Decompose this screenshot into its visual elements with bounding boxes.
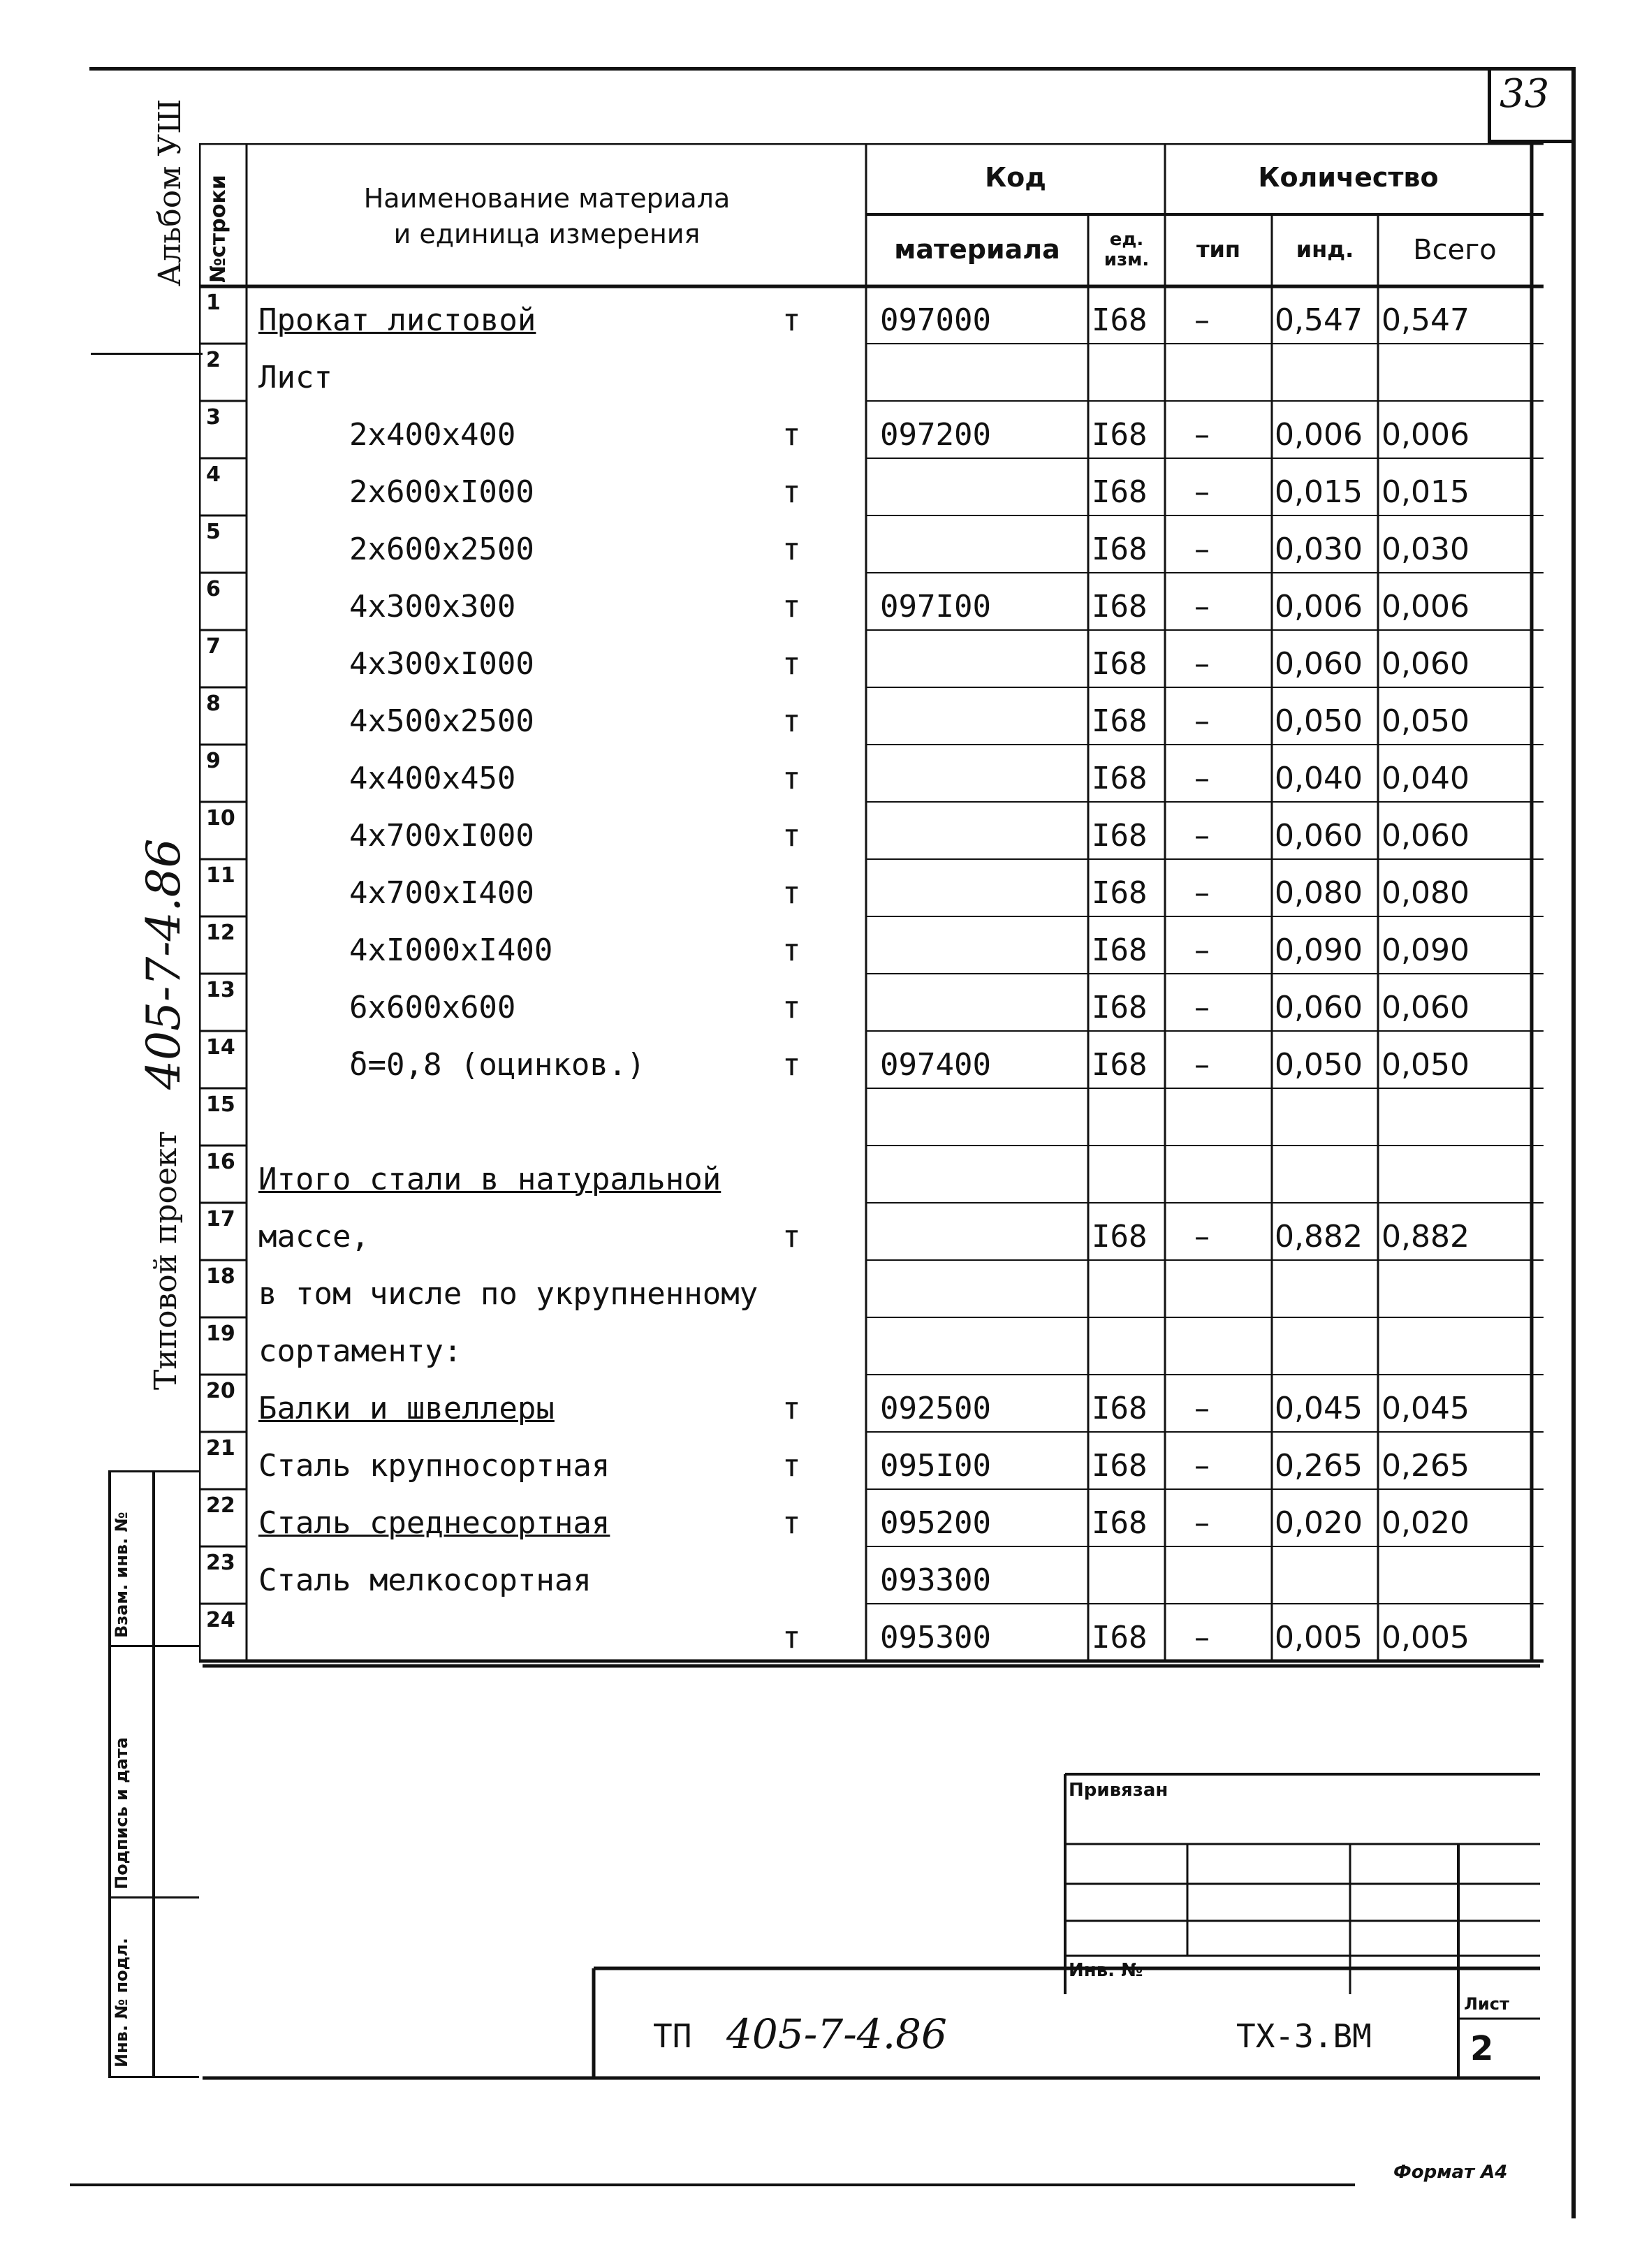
cell-name: Сталь крупносортная: [258, 1448, 610, 1484]
cell-um: I68: [1092, 703, 1148, 739]
cell-ind: 0,005: [1275, 1620, 1363, 1655]
header-type: тип: [1196, 235, 1241, 263]
cell-type: –: [1194, 875, 1210, 911]
cell-unit: т: [782, 1448, 801, 1484]
cell-ind: 0,050: [1275, 703, 1363, 739]
row-number: 1: [206, 291, 221, 315]
frame-top-line: [89, 67, 1574, 71]
cell-um: I68: [1092, 532, 1148, 567]
cell-unit: т: [782, 761, 801, 796]
cell-type: –: [1194, 761, 1210, 796]
cell-total: 0,080: [1382, 875, 1470, 911]
cell-name: в том числе по укрупненному: [258, 1276, 758, 1312]
header-unit: ед. изм.: [1104, 228, 1150, 270]
cell-name: δ=0,8 (оцинков.): [349, 1047, 645, 1083]
cell-total: 0,020: [1382, 1505, 1470, 1541]
album-label: Альбом УШ: [152, 98, 188, 286]
row-number: 23: [206, 1551, 235, 1575]
cell-total: 0,006: [1382, 417, 1470, 453]
inv-podl-label: Инв. № подл.: [112, 1938, 131, 2068]
row-number: 13: [206, 978, 235, 1002]
row-number: 10: [206, 806, 235, 831]
row-number: 7: [206, 634, 221, 659]
cell-unit: т: [782, 990, 801, 1025]
cell-type: –: [1194, 818, 1210, 854]
cell-type: –: [1194, 1219, 1210, 1254]
cell-total: 0,005: [1382, 1620, 1470, 1655]
table-gridlines: [199, 143, 1544, 1666]
stamp-privyazan: Привязан: [1069, 1780, 1168, 1801]
cell-um: I68: [1092, 589, 1148, 624]
cell-total: 0,060: [1382, 818, 1470, 854]
row-number: 17: [206, 1207, 235, 1231]
stamp-doc-code: ТХ-3.ВМ: [1236, 2017, 1372, 2055]
materials-table: [199, 143, 1544, 1666]
cell-um: I68: [1092, 474, 1148, 510]
cell-ind: 0,015: [1275, 474, 1363, 510]
cell-ind: 0,547: [1275, 302, 1363, 338]
left-strip-sep1: [108, 1645, 199, 1647]
cell-type: –: [1194, 589, 1210, 624]
left-strip-inner-line: [152, 1470, 155, 2078]
cell-type: –: [1194, 932, 1210, 968]
row-number: 16: [206, 1150, 235, 1174]
format-label: Формат А4: [1393, 2162, 1508, 2183]
cell-ind: 0,045: [1275, 1391, 1363, 1426]
cell-um: I68: [1092, 1219, 1148, 1254]
cell-um: I68: [1092, 1620, 1148, 1655]
cell-um: I68: [1092, 818, 1148, 854]
cell-total: 0,882: [1382, 1219, 1470, 1254]
cell-name: Лист: [258, 360, 332, 395]
cell-code: 095200: [880, 1505, 991, 1541]
cell-ind: 0,006: [1275, 417, 1363, 453]
cell-um: I68: [1092, 932, 1148, 968]
cell-type: –: [1194, 1620, 1210, 1655]
left-strip-outer-line: [108, 1470, 111, 2078]
cell-um: I68: [1092, 302, 1148, 338]
header-material: материала: [894, 233, 1060, 265]
row-number: 18: [206, 1264, 235, 1289]
row-number: 15: [206, 1092, 235, 1117]
cell-um: I68: [1092, 761, 1148, 796]
cell-ind: 0,020: [1275, 1505, 1363, 1541]
cell-ind: 0,006: [1275, 589, 1363, 624]
row-number: 21: [206, 1436, 235, 1461]
row-number: 24: [206, 1608, 235, 1632]
row-number: 4: [206, 462, 221, 487]
cell-name: 4х300х300: [349, 589, 516, 624]
frame-right-line: [1571, 67, 1576, 2218]
cell-type: –: [1194, 1047, 1210, 1083]
cell-unit: т: [782, 532, 801, 567]
stamp-sheet-number: 2: [1470, 2029, 1494, 2068]
cell-type: –: [1194, 703, 1210, 739]
cell-type: –: [1194, 1505, 1210, 1541]
cell-ind: 0,050: [1275, 1047, 1363, 1083]
cell-unit: т: [782, 1391, 801, 1426]
cell-total: 0,265: [1382, 1448, 1470, 1484]
row-number: 22: [206, 1493, 235, 1518]
header-ind: инд.: [1296, 235, 1354, 263]
cell-type: –: [1194, 417, 1210, 453]
cell-type: –: [1194, 474, 1210, 510]
cell-um: I68: [1092, 875, 1148, 911]
cell-ind: 0,882: [1275, 1219, 1363, 1254]
row-number: 12: [206, 921, 235, 945]
cell-unit: т: [782, 646, 801, 682]
cell-name: Сталь мелкосортная: [258, 1563, 592, 1598]
page-number: 33: [1500, 71, 1550, 117]
cell-unit: т: [782, 703, 801, 739]
cell-total: 0,030: [1382, 532, 1470, 567]
cell-total: 0,050: [1382, 703, 1470, 739]
cell-name: Сталь среднесортная: [258, 1505, 610, 1541]
header-name-line2: и единица измерения: [393, 219, 701, 249]
cell-type: –: [1194, 532, 1210, 567]
cell-name: массе,: [258, 1219, 369, 1254]
cell-type: –: [1194, 646, 1210, 682]
cell-total: 0,045: [1382, 1391, 1470, 1426]
cell-name: 4х400х450: [349, 761, 516, 796]
cell-total: 0,006: [1382, 589, 1470, 624]
cell-um: I68: [1092, 646, 1148, 682]
cell-code: 093300: [880, 1563, 991, 1598]
cell-code: 095I00: [880, 1448, 991, 1484]
cell-unit: т: [782, 474, 801, 510]
cell-code: 097400: [880, 1047, 991, 1083]
row-number: 19: [206, 1322, 235, 1346]
cell-unit: т: [782, 875, 801, 911]
cell-ind: 0,080: [1275, 875, 1363, 911]
cell-code: 097200: [880, 417, 991, 453]
cell-ind: 0,090: [1275, 932, 1363, 968]
row-number: 8: [206, 692, 221, 716]
header-rownum: №строки: [206, 175, 230, 283]
cell-code: 095300: [880, 1620, 991, 1655]
cell-name: сортаменту:: [258, 1333, 462, 1369]
cell-ind: 0,030: [1275, 532, 1363, 567]
row-number: 2: [206, 348, 221, 372]
cell-name: 4х500х2500: [349, 703, 534, 739]
cell-unit: т: [782, 932, 801, 968]
cell-name: Прокат листовой: [258, 302, 536, 338]
cell-unit: т: [782, 302, 801, 338]
cell-ind: 0,265: [1275, 1448, 1363, 1484]
podpis-label: Подпись и дата: [112, 1737, 131, 1889]
left-strip-top: [108, 1470, 199, 1472]
cell-name: 6х600х600: [349, 990, 516, 1025]
cell-name: 2х600х2500: [349, 532, 534, 567]
cell-code: 092500: [880, 1391, 991, 1426]
cell-total: 0,060: [1382, 990, 1470, 1025]
cell-unit: т: [782, 1620, 801, 1655]
cell-unit: т: [782, 417, 801, 453]
left-strip-bottom: [108, 2076, 199, 2078]
header-qty-group: Количество: [1258, 162, 1439, 193]
cell-um: I68: [1092, 1505, 1148, 1541]
stamp-sheet-label: Лист: [1464, 1994, 1509, 2014]
cell-ind: 0,040: [1275, 761, 1363, 796]
cell-type: –: [1194, 990, 1210, 1025]
row-number: 11: [206, 863, 235, 888]
cell-name: 4хI000хI400: [349, 932, 553, 968]
cell-total: 0,015: [1382, 474, 1470, 510]
cell-um: I68: [1092, 990, 1148, 1025]
cell-um: I68: [1092, 1047, 1148, 1083]
cell-name: 2х400х400: [349, 417, 516, 453]
left-strip-divider: [91, 353, 203, 355]
cell-total: 0,090: [1382, 932, 1470, 968]
cell-name: Итого стали в натуральной: [258, 1162, 721, 1197]
project-label: Типовой проект: [148, 1131, 184, 1390]
cell-type: –: [1194, 302, 1210, 338]
cell-unit: т: [782, 1047, 801, 1083]
cell-name: 2х600хI000: [349, 474, 534, 510]
header-code-group: Код: [985, 162, 1046, 193]
cell-total: 0,050: [1382, 1047, 1470, 1083]
vzam-inv-label: Взам. инв. №: [112, 1512, 131, 1638]
stamp-inv-no: Инв. №: [1069, 1960, 1143, 1981]
header-name-line1: Наименование материала: [363, 182, 731, 214]
row-number: 9: [206, 749, 221, 773]
header-total: Всего: [1413, 233, 1497, 266]
cell-total: 0,547: [1382, 302, 1470, 338]
cell-ind: 0,060: [1275, 990, 1363, 1025]
row-number: 14: [206, 1035, 235, 1060]
row-number: 5: [206, 520, 221, 544]
cell-type: –: [1194, 1448, 1210, 1484]
cell-total: 0,040: [1382, 761, 1470, 796]
cell-name: 4х700хI000: [349, 818, 534, 854]
stamp-tp-prefix: ТП: [653, 2017, 692, 2055]
cell-um: I68: [1092, 1448, 1148, 1484]
cell-ind: 0,060: [1275, 646, 1363, 682]
row-number: 6: [206, 577, 221, 601]
cell-um: I68: [1092, 1391, 1148, 1426]
project-code-handwritten: 405-7-4.86: [137, 838, 191, 1090]
cell-code: 097000: [880, 302, 991, 338]
cell-name: Балки и швеллеры: [258, 1391, 555, 1426]
cell-ind: 0,060: [1275, 818, 1363, 854]
cell-unit: т: [782, 1219, 801, 1254]
cell-um: I68: [1092, 417, 1148, 453]
cell-name: 4х300хI000: [349, 646, 534, 682]
cell-unit: т: [782, 1505, 801, 1541]
row-number: 20: [206, 1379, 235, 1403]
cell-type: –: [1194, 1391, 1210, 1426]
left-strip-sep2: [108, 1896, 199, 1898]
cell-code: 097I00: [880, 589, 991, 624]
cell-unit: т: [782, 818, 801, 854]
page-number-box: [1488, 70, 1571, 143]
row-number: 3: [206, 405, 221, 430]
frame-bottom-line: [70, 2183, 1355, 2186]
stamp-tp-code: 405-7-4.86: [726, 2010, 947, 2058]
cell-name: 4х700хI400: [349, 875, 534, 911]
cell-unit: т: [782, 589, 801, 624]
cell-total: 0,060: [1382, 646, 1470, 682]
